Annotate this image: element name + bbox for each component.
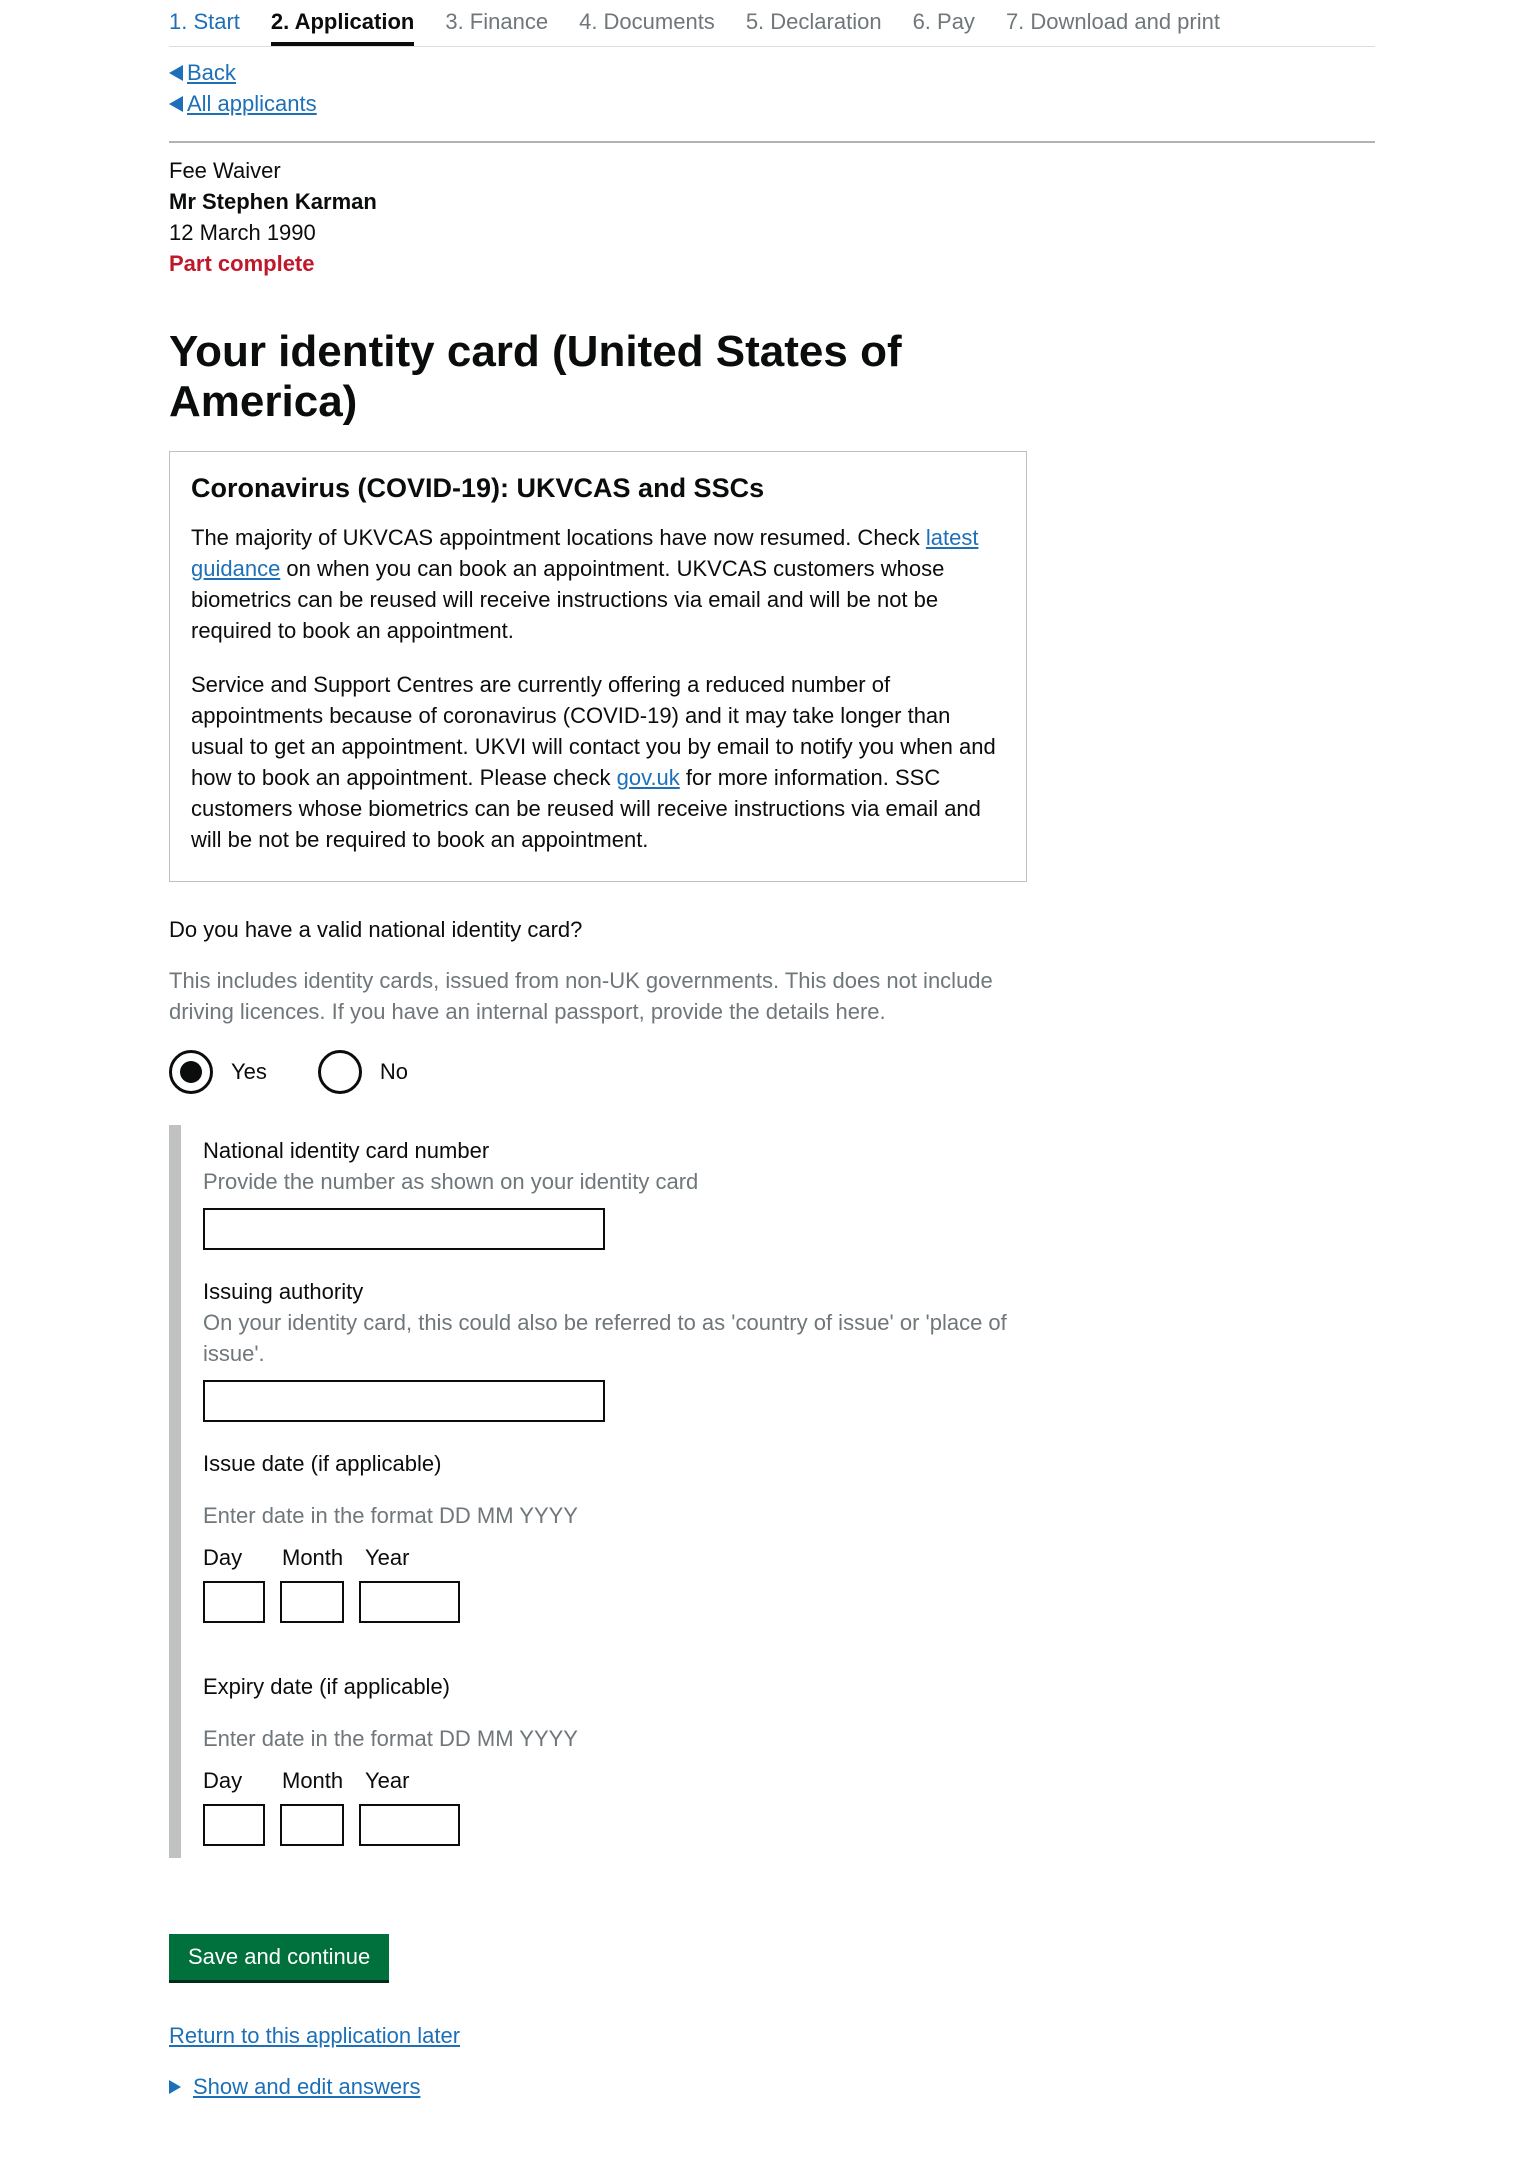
radio-no-circle[interactable] [318,1050,362,1094]
issuing-authority-input[interactable] [203,1380,605,1422]
notice-paragraph-1: The majority of UKVCAS appointment locations have now resumed. Check latest guidance on when you can book an appointment. UKVCAS customers whose biometrics can be reused will receive instructions via email and will be not be required to book an appointment. [191,525,979,643]
radio-no[interactable]: No [318,1050,408,1094]
show-edit-answers-toggle[interactable]: Show and edit answers [169,2071,1375,2102]
card-number-hint: Provide the number as shown on your identity card [203,1169,699,1194]
expand-triangle-icon [169,2080,181,2094]
issue-date-field [203,1448,1063,1623]
step-documents: 4. Documents [579,9,715,34]
covid-notice [169,451,1027,882]
applicant-name: Mr Stephen Karman [169,189,377,214]
save-and-continue-button[interactable]: Save and continue [169,1934,389,1980]
expiry-month-input[interactable] [280,1804,344,1846]
issue-month-label: Month [282,1545,344,1570]
applicant-dob: 12 March 1990 [169,220,316,245]
issue-month-input[interactable] [280,1581,344,1623]
issue-day-label: Day [203,1545,243,1570]
gov-uk-link[interactable]: gov.uk [616,765,680,790]
expiry-date-field [203,1671,1063,1846]
notice-paragraph-2: Service and Support Centres are currently offering a reduced number of appointments because of coronavirus (COVID-19) and it may take longer than usual to get an appointment. UKVI will contact you by email to notify you when and how to book an appointment. Please check gov.uk for more information. SSC customers whose biometrics can be reused will receive instructions via email and will be not be required to book an appointment. [191,672,996,852]
issue-year-label: Year [365,1545,410,1570]
issue-date-labels [203,1542,1063,1573]
conditional-identity-card-fields [169,1125,1063,1858]
back-link[interactable]: Back [169,57,1375,88]
issuing-authority-field [203,1276,1063,1422]
expiry-day-label: Day [203,1768,243,1793]
expiry-date-labels [203,1765,1063,1796]
step-pay: 6. Pay [912,9,975,34]
expiry-day-input[interactable] [203,1804,265,1846]
expiry-date-hint: Enter date in the format DD MM YYYY [203,1726,578,1751]
return-later-link[interactable]: Return to this application later [169,2023,461,2048]
issuing-authority-hint: On your identity card, this could also be referred to as 'country of issue' or 'place of issue'. [203,1310,1007,1366]
issue-date-label: Issue date (if applicable) [203,1451,442,1476]
step-download-print: 7. Download and print [1005,9,1220,34]
progress-steps [169,0,1375,47]
expiry-date-label: Expiry date (if applicable) [203,1674,451,1699]
application-category: Fee Waiver [169,158,281,183]
issue-year-input[interactable] [359,1581,460,1623]
issuing-authority-label: Issuing authority [203,1279,364,1304]
applicant-summary [169,155,1375,279]
question-label: Do you have a valid national identity card? [169,917,583,942]
question-hint: This includes identity cards, issued from non-UK governments. This does not include driving licences. If you have an internal passport, provide the details here. [169,968,993,1024]
radio-yes-circle[interactable] [169,1050,213,1094]
issue-day-input[interactable] [203,1581,265,1623]
step-start[interactable]: 1. Start [169,9,240,34]
page-title: Your identity card (United States of America) [169,327,902,426]
issue-date-inputs [203,1581,1063,1623]
latest-guidance-link[interactable]: latest guidance [191,525,979,581]
card-number-label: National identity card number [203,1138,490,1163]
card-number-input[interactable] [203,1208,605,1250]
expiry-month-label: Month [282,1768,344,1793]
step-application: 2. Application [271,0,414,46]
page [169,0,1375,2102]
back-arrow-icon [169,65,183,81]
radio-group [169,1047,1375,1097]
step-declaration: 5. Declaration [745,9,882,34]
radio-yes[interactable]: Yes [169,1050,267,1094]
issue-date-hint: Enter date in the format DD MM YYYY [203,1503,578,1528]
expiry-date-inputs [203,1804,1063,1846]
card-number-field [203,1135,1063,1250]
expiry-year-input[interactable] [359,1804,460,1846]
all-applicants-link[interactable]: All applicants [169,88,1375,119]
status-badge: Part complete [169,251,315,276]
back-arrow-icon [169,96,183,112]
divider [169,141,1375,143]
step-finance: 3. Finance [445,9,549,34]
notice-title: Coronavirus (COVID-19): UKVCAS and SSCs [191,473,765,503]
back-links [169,57,1375,119]
expiry-year-label: Year [365,1768,410,1793]
